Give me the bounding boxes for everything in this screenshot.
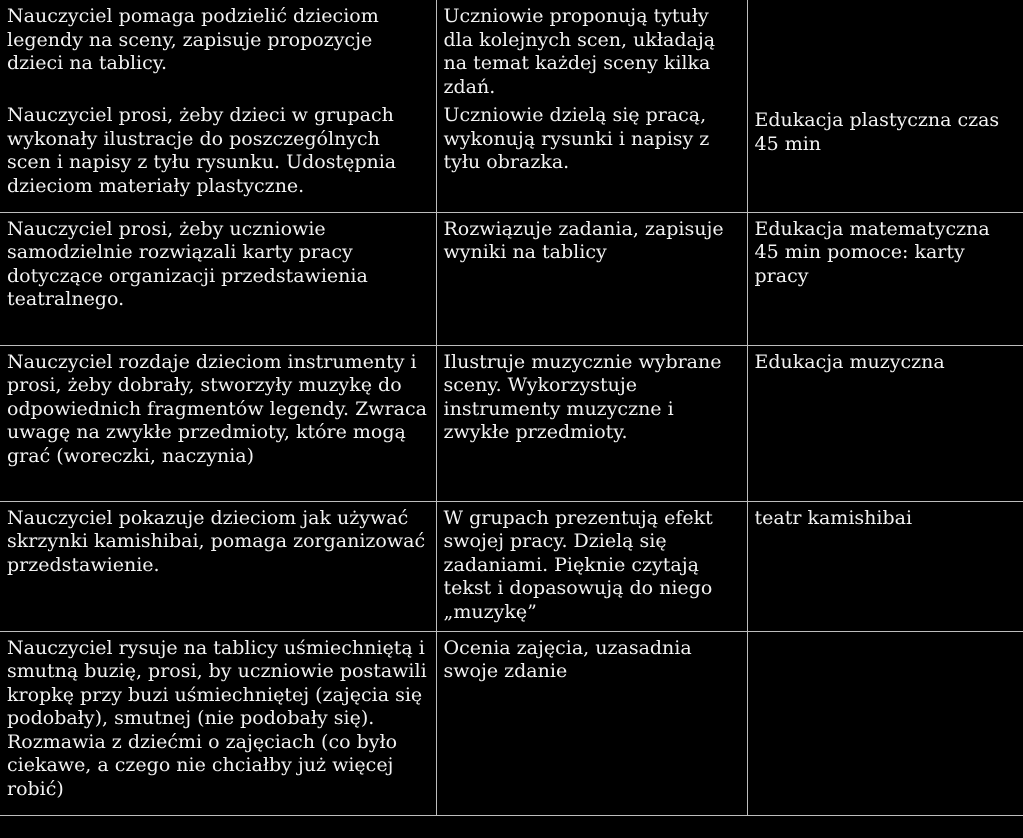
cell-text: Nauczyciel pokazuje dzieciom jak używać skrzynki kamishibai, pomaga zorganizować przedstawienie.	[7, 506, 426, 576]
cell-text: Uczniowie proponują tytuły dla kolejnych scen, układają na temat każdej sceny kilka zdań.	[443, 5, 716, 98]
cell-text: Edukacja matematyczna 45 min pomoce: karty pracy	[754, 217, 990, 287]
notes-cell	[747, 0, 1023, 212]
cell-text: Ocenia zajęcia, uzasadnia swoje zdanie	[443, 636, 692, 682]
cell-text: Uczniowie dzielą się pracą, wykonują rysunki i napisy z tyłu obrazka.	[443, 104, 710, 173]
student-activity-cell	[436, 631, 747, 815]
cell-text: Edukacja plastyczna czas 45 min	[754, 109, 1000, 155]
cell-text: Ilustruje muzycznie wybrane sceny. Wykorzystuje instrumenty muzyczne i zwykłe przedmioty.	[443, 350, 722, 443]
notes-cell	[747, 345, 1023, 501]
cell-text: Rozwiązuje zadania, zapisuje wyniki na tablicy	[443, 217, 724, 263]
student-activity-cell	[436, 345, 747, 501]
teacher-activity-cell	[0, 345, 436, 501]
teacher-activity-cell	[0, 501, 436, 631]
teacher-activity-cell	[0, 0, 436, 104]
cell-text: W grupach prezentują efekt swojej pracy. Dzielą się zadaniami. Pięknie czytają tekst i dopasowują do niego „muzykę”	[443, 506, 713, 623]
notes-cell	[747, 501, 1023, 631]
cell-text: Nauczyciel prosi, żeby uczniowie samodzielnie rozwiązali karty pracy dotyczące organizacji przedstawienia teatralnego.	[7, 217, 368, 310]
table-row	[0, 212, 1023, 345]
cell-text: Edukacja muzyczna	[754, 350, 945, 373]
student-activity-cell	[436, 212, 747, 345]
table-row	[0, 631, 1023, 815]
student-activity-cell	[436, 0, 747, 104]
table-row	[0, 345, 1023, 501]
table-row	[0, 501, 1023, 631]
notes-cell	[747, 631, 1023, 815]
cell-text: Nauczyciel rysuje na tablicy uśmiechniętą i smutną buzię, prosi, by uczniowie postawili kropkę przy buzi uśmiechniętej (zajęcia się podobały), smutnej (nie podobały się). Rozmawia z dziećmi o zajęciach (co było ciekawe, a czego nie chciałby już więcej robić)	[7, 636, 427, 800]
notes-cell	[747, 212, 1023, 345]
teacher-activity-cell	[0, 104, 436, 212]
cell-text: Nauczyciel rozdaje dzieciom instrumenty i prosi, żeby dobrały, stworzyły muzykę do odpowiednich fragmentów legendy. Zwraca uwagę na zwykłe przedmioty, które mogą grać (woreczki, naczynia)	[7, 350, 427, 467]
cell-text: Nauczyciel pomaga podzielić dzieciom legendy na sceny, zapisuje propozycje dzieci na tablicy.	[7, 5, 379, 74]
teacher-activity-cell	[0, 212, 436, 345]
teacher-activity-cell	[0, 631, 436, 815]
table-row	[0, 0, 1023, 104]
cell-text: teatr kamishibai	[754, 506, 913, 529]
cell-text: Nauczyciel prosi, żeby dzieci w grupach wykonały ilustracje do poszczególnych scen i napisy z tyłu rysunku. Udostępnia dzieciom materiały plastyczne.	[7, 104, 397, 197]
student-activity-cell	[436, 104, 747, 212]
student-activity-cell	[436, 501, 747, 631]
